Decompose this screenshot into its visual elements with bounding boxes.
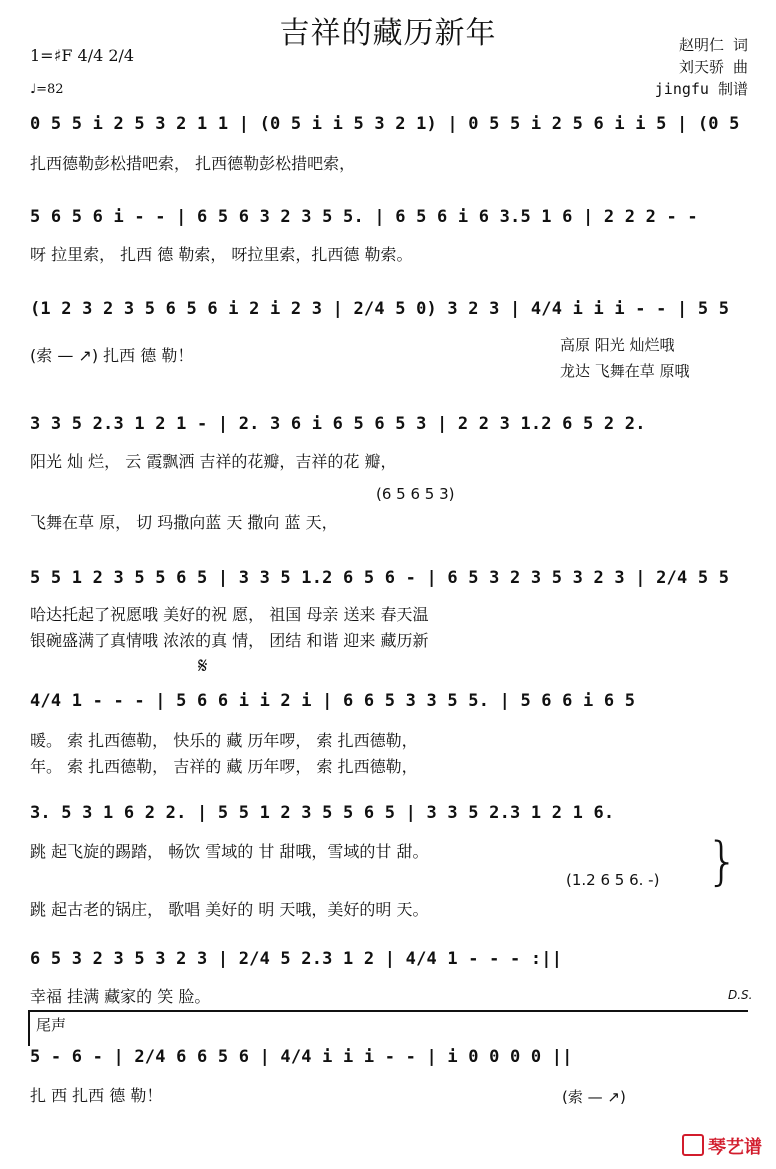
score-row-1-notes: 0 5 5 i 2 5 3 2 1 1 | (0 5 i i 5 3 2 1) | 0 5 5 i 2 5 6 i i 5 | (0 5 [30,114,740,134]
score-row-3-lyric-alt-1: 高原 阳光 灿烂哦 [560,336,675,354]
transcriber-credit: jingfu 制谱 [654,80,748,98]
score-row-7-notes: 3. 5 3 1 6 2 2. | 5 5 1 2 3 5 5 6 5 | 3 3 5 2.3 1 2 1 6. [30,803,615,823]
score-row-7-lyrics-1: 跳 起飞旋的踢踏， 畅饮 雪域的 甘 甜哦，雪域的甘 甜。 [30,842,429,861]
score-row-4-lyrics-1: 阳光 灿 烂， 云 霞飘洒 吉祥的花瓣，吉祥的花 瓣， [30,452,397,471]
verse-brace: } [706,832,740,892]
score-row-6-lyrics-1: 暖。 索 扎西德勒， 快乐的 藏 历年啰， 索 扎西德勒， [30,731,418,750]
score-row-5-notes: 5 5 1 2 3 5 5 6 5 | 3 3 5 1.2 6 5 6 - | 6 5 3 2 3 5 3 2 3 | 2/4 5 5 [30,568,730,588]
score-title: 吉祥的藏历新年 [279,16,497,51]
tempo-marking: ♩=82 [30,82,64,97]
score-row-6-lyrics-2: 年。 索 扎西德勒， 吉祥的 藏 历年啰， 索 扎西德勒， [30,757,418,776]
coda-label: 尾声 [36,1016,67,1034]
score-row-8-notes: 6 5 3 2 3 5 3 2 3 | 2/4 5 2.3 1 2 | 4/4 1 - - - :|| [30,949,563,969]
dal-segno-mark: D.S. [728,988,753,1002]
composer-credit: 刘天骄 曲 [678,58,748,76]
score-row-2-lyrics: 呀 拉里索， 扎西 德 勒索， 呀拉里索，扎西德 勒索。 [30,245,413,264]
brand-logo-icon [682,1134,704,1156]
score-row-2-notes: 5 6 5 6 i - - | 6 5 6 3 2 3 5 5. | 6 5 6 i 6 3.5 1 6 | 2 2 2 - - [30,207,698,227]
brand-watermark: 琴艺谱 [682,1133,762,1159]
score-row-5-lyrics-2: 银碗盛满了真情哦 浓浓的真 情， 团结 和谐 迎来 藏历新 [30,631,429,650]
score-row-8-lyrics: 幸福 挂满 藏家的 笑 脸。 [30,987,211,1006]
score-row-4-lyrics-2: 飞舞在草 原， 切 玛撒向蓝 天 撒向 蓝 天， [30,513,338,532]
coda-frame-top [28,1010,748,1012]
score-row-1-lyrics: 扎西德勒彭松措吧索， 扎西德勒彭松措吧索， [30,154,356,173]
score-row-4-notes: 3 3 5 2.3 1 2 1 - | 2. 3 6 i 6 5 6 5 3 | 2 2 3 1.2 6 5 2 2. [30,414,646,434]
score-row-9-lyrics: 扎 西 扎西 德 勒！ [30,1086,163,1105]
lyricist-credit: 赵明仁 词 [678,36,748,54]
score-row-3-lyrics: (索 — ↗) 扎西 德 勒！ [30,346,194,365]
score-row-3-lyric-alt-2: 龙达 飞舞在草 原哦 [560,362,690,380]
score-row-6-notes: 4/4 1 - - - | 5 6 6 i i 2 i | 6 6 5 3 3 5 5. | 5 6 6 i 6 5 [30,691,636,711]
segno-sign: 𝄋 [198,654,208,679]
key-signature: 1=♯F 4/4 2/4 [30,46,135,65]
score-row-5-lyrics-1: 哈达托起了祝愿哦 美好的祝 愿， 祖国 母亲 送来 春天温 [30,605,429,624]
score-row-3-notes: (1 2 3 2 3 5 6 5 6 i 2 i 2 3 | 2/4 5 0) 3 2 3 | 4/4 i i i - - | 5 5 [30,299,730,319]
score-row-9-notes: 5 - 6 - | 2/4 6 6 5 6 | 4/4 i i i - - | i 0 0 0 0 || [30,1047,573,1067]
score-row-7-aux-notes: (1.2 6 5 6. -) [566,871,660,889]
score-row-9-aux: (索 — ↗) [562,1088,626,1106]
score-row-7-lyrics-2: 跳 起古老的锅庄， 歌唱 美好的 明 天哦，美好的明 天。 [30,900,429,919]
coda-frame-left [28,1010,30,1046]
score-row-4-aux-notes: (6 5 6 5 3) [376,485,455,503]
